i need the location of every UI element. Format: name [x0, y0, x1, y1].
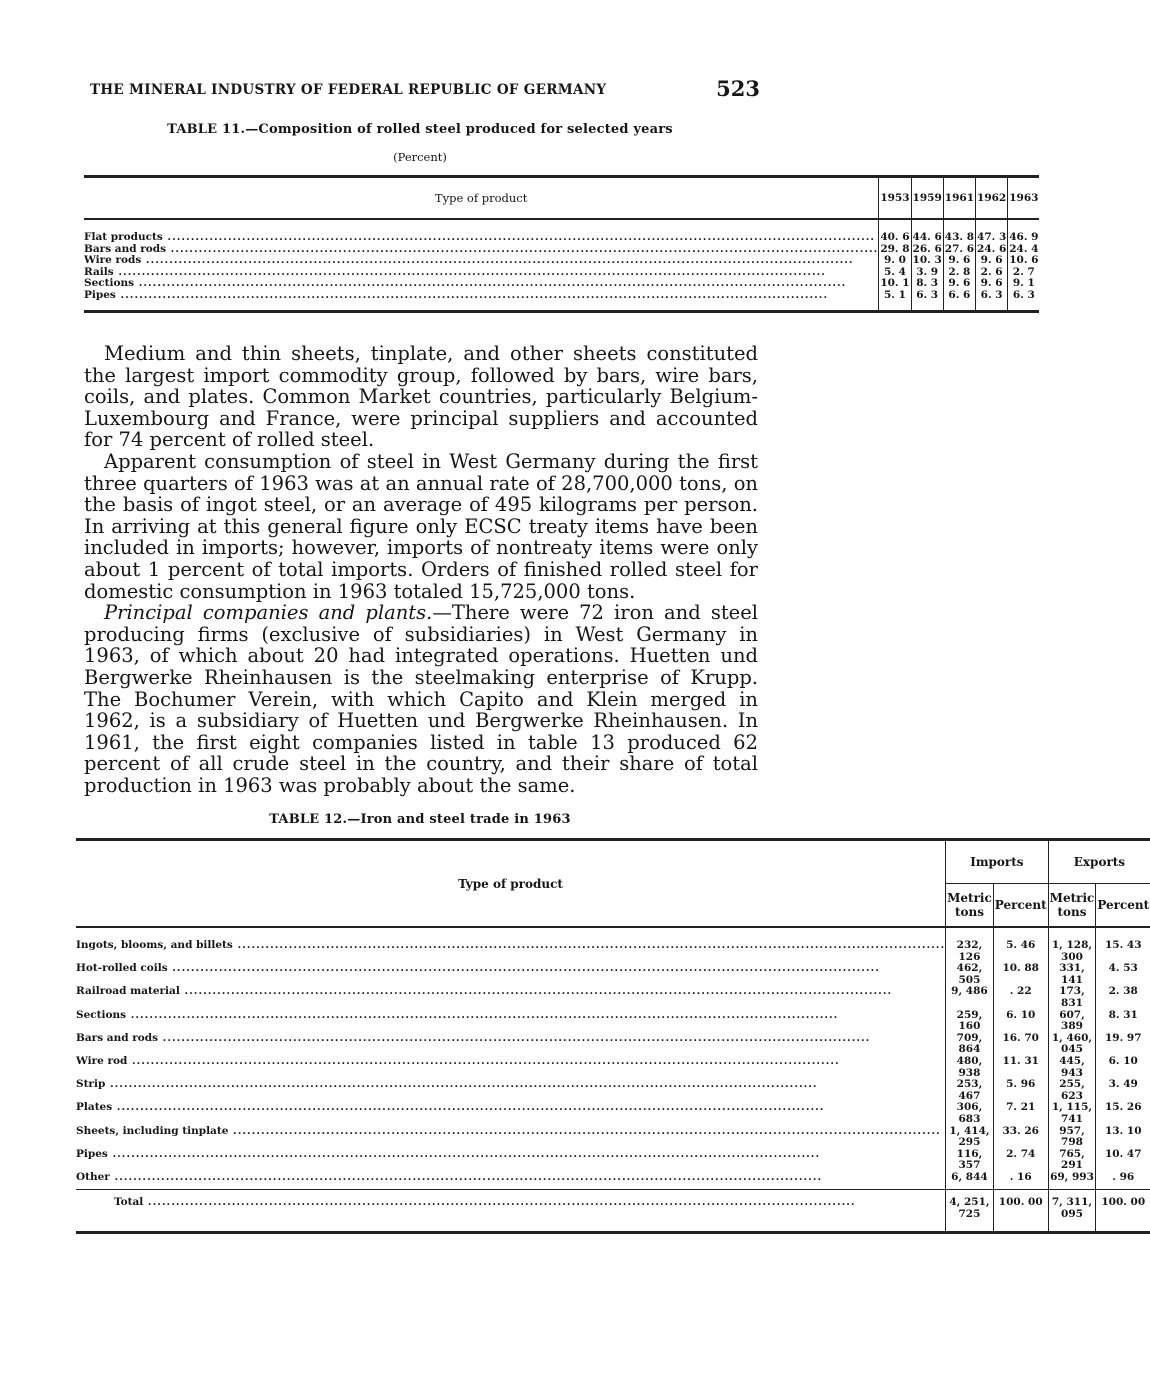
cell: 7. 21: [993, 1102, 1048, 1125]
cell: 709, 864: [946, 1033, 994, 1056]
table-row: [76, 1126, 1150, 1149]
cell: 3. 9: [911, 267, 943, 279]
cell: 480, 938: [946, 1056, 994, 1079]
cell: 259, 160: [946, 1010, 994, 1033]
table12-col-metric-tons: Metric tons: [1048, 884, 1096, 928]
cell: 33. 26: [993, 1126, 1048, 1149]
cell: 4, 251, 725: [946, 1190, 994, 1232]
cell: 29. 8: [880, 242, 910, 255]
table11-year: 1962: [976, 177, 1008, 220]
cell: 10. 1: [880, 277, 910, 290]
cell: 1, 460, 045: [1048, 1033, 1096, 1056]
row-label: Sections .....: [76, 1010, 946, 1033]
table11-year: 1961: [943, 177, 975, 220]
paragraph-1: Medium and thin sheets, tinplate, and other sheets constituted the largest import commodity group, followed by bars, wire bars, coils, and plates. Common Market countries, particularly Belgium-Luxembourg and France, were principal suppliers and accounted for 74 percent of rolled steel.: [84, 342, 758, 452]
paragraph-3-text: —There were 72 iron and steel producing firms (exclusive of subsidiaries) in West Germany in 1963, of which about 20 had integrated operations. Huetten und Bergwerke Rheinhausen is the steelmaking enterprise of Krupp. The Bochumer Verein, with which Capito and Klein merged in 1962, is a subsidiary of Huetten und Bergwerke Rheinhausen. In 1961, the first eight companies listed in table 13 produced 62 percent of all crude steel in the country, and their share of total production in 1963 was probably about the same.: [84, 601, 758, 797]
cell: 445, 943: [1048, 1056, 1096, 1079]
table11-col-type: Type of product: [84, 177, 879, 220]
cell: 6. 6: [943, 290, 975, 311]
cell: 15. 26: [1096, 1102, 1150, 1125]
row-label: Total .....: [76, 1190, 946, 1232]
cell: 6. 10: [993, 1010, 1048, 1033]
row-label: Sections .....: [84, 278, 879, 290]
cell: 10. 3: [912, 254, 942, 267]
table-row: [76, 963, 1150, 986]
table-row: [84, 219, 1039, 244]
cell: 1, 414, 295: [946, 1126, 994, 1149]
cell: 6. 3: [1008, 290, 1040, 311]
cell: 9. 6: [976, 278, 1008, 290]
table-row: [76, 1102, 1150, 1125]
cell: 5. 4: [879, 267, 911, 279]
cell: 2. 8: [943, 267, 975, 279]
cell: 100. 00: [1096, 1190, 1150, 1232]
cell: 9, 486: [946, 986, 994, 1009]
paragraph-3: [84, 602, 758, 796]
row-label: Other .....: [76, 1172, 946, 1190]
cell: 306, 683: [946, 1102, 994, 1125]
cell: 4. 53: [1096, 963, 1150, 986]
row-label: Strip .....: [76, 1079, 946, 1102]
cell: 15. 43: [1096, 927, 1150, 963]
row-label: Bars and rods .....: [76, 1033, 946, 1056]
cell: 44. 6: [911, 219, 943, 244]
cell: 6. 3: [911, 290, 943, 311]
cell: 5. 46: [993, 927, 1048, 963]
table-row: [76, 1172, 1150, 1190]
cell: 26. 6: [912, 242, 942, 255]
cell: 47. 3: [976, 219, 1008, 244]
table-row: [76, 1149, 1150, 1172]
table12-total: [76, 1190, 1150, 1232]
cell: 232, 126: [946, 927, 994, 963]
table-row: [76, 986, 1150, 1009]
cell: 43. 8: [943, 219, 975, 244]
table-row: [84, 290, 1039, 311]
page-header: [88, 76, 768, 106]
table12-title: TABLE 12.—Iron and steel trade in 1963: [269, 812, 571, 827]
row-label: Rails .....: [84, 267, 879, 279]
cell: 253, 467: [946, 1079, 994, 1102]
cell: 607, 389: [1048, 1010, 1096, 1033]
table11-year: 1963: [1008, 177, 1040, 220]
cell: 9. 6: [943, 278, 975, 290]
cell: 173, 831: [1048, 986, 1096, 1009]
cell: 10. 47: [1096, 1149, 1150, 1172]
table12-col-percent: Percent: [993, 884, 1048, 928]
table11-year: 1959: [911, 177, 943, 220]
cell: 5. 1: [879, 290, 911, 311]
cell: 1, 115, 741: [1048, 1102, 1096, 1125]
table12-imports-header: Imports: [946, 840, 1049, 884]
table11-body: [84, 219, 1039, 311]
cell: 9. 0: [879, 255, 911, 267]
row-label: Bars and rods .....: [84, 244, 879, 256]
body-text: [84, 343, 758, 796]
cell: 2. 38: [1096, 986, 1150, 1009]
cell: 2. 6: [976, 267, 1008, 279]
cell: . 96: [1096, 1172, 1150, 1190]
running-title: THE MINERAL INDUSTRY OF FEDERAL REPUBLIC OF GERMANY: [90, 82, 607, 98]
cell: 46. 9: [1008, 219, 1040, 244]
table11-title: TABLE 11.—Composition of rolled steel produced for selected years: [167, 122, 673, 137]
cell: 9. 6: [943, 255, 975, 267]
cell: 1, 128, 300: [1048, 927, 1096, 963]
table11: [84, 175, 1039, 313]
cell: 331, 141: [1048, 963, 1096, 986]
row-label: Wire rod .....: [76, 1056, 946, 1079]
table-row: [76, 1033, 1150, 1056]
cell: 10. 88: [993, 963, 1048, 986]
cell: 8. 3: [911, 278, 943, 290]
row-label: Pipes .....: [84, 290, 879, 311]
cell: . 16: [993, 1172, 1048, 1190]
row-label: Plates .....: [76, 1102, 946, 1125]
cell: 100. 00: [993, 1190, 1048, 1232]
table-row: [76, 1190, 1150, 1232]
table12-col-type: Type of product: [458, 876, 563, 891]
cell: 69, 993: [1048, 1172, 1096, 1190]
cell: 6. 3: [976, 290, 1008, 311]
table-row: [76, 1079, 1150, 1102]
cell: 19. 97: [1096, 1033, 1150, 1056]
row-label: Flat products .....: [84, 219, 879, 244]
cell: 40. 6: [879, 219, 911, 244]
cell: 7, 311, 095: [1048, 1190, 1096, 1232]
table12-col-metric-tons: Metric tons: [946, 884, 994, 928]
cell: 462, 505: [946, 963, 994, 986]
cell: 6, 844: [946, 1172, 994, 1190]
cell: 5. 96: [993, 1079, 1048, 1102]
table11-year: 1953: [879, 177, 911, 220]
row-label: Ingots, blooms, and billets .....: [76, 927, 946, 963]
table11-subtitle: (Percent): [393, 150, 447, 164]
row-label: Hot-rolled coils .....: [76, 963, 946, 986]
cell: 9. 1: [1008, 278, 1040, 290]
cell: . 22: [993, 986, 1048, 1009]
cell: 16. 70: [993, 1033, 1048, 1056]
cell: 116, 357: [946, 1149, 994, 1172]
paragraph-3-heading: Principal companies and plants.: [104, 601, 433, 625]
cell: 255, 623: [1048, 1079, 1096, 1102]
table-row: [76, 1010, 1150, 1033]
row-label: Wire rods .....: [84, 255, 879, 267]
table-row: [76, 1056, 1150, 1079]
cell: 8. 31: [1096, 1010, 1150, 1033]
cell: 24. 6: [977, 242, 1007, 255]
table12-exports-header: Exports: [1048, 840, 1150, 884]
cell: 3. 49: [1096, 1079, 1150, 1102]
cell: 9. 6: [976, 255, 1008, 267]
cell: 11. 31: [993, 1056, 1048, 1079]
table12-col-percent: Percent: [1096, 884, 1150, 928]
page-number: 523: [716, 76, 760, 101]
cell: 13. 10: [1096, 1126, 1150, 1149]
cell: 2. 7: [1008, 267, 1040, 279]
cell: 24. 4: [1009, 242, 1039, 255]
row-label: Railroad material .....: [76, 986, 946, 1009]
cell: 765, 291: [1048, 1149, 1096, 1172]
cell: 6. 10: [1096, 1056, 1150, 1079]
table12-body: [76, 927, 1150, 1190]
cell: 957, 798: [1048, 1126, 1096, 1149]
cell: 10. 6: [1009, 254, 1039, 267]
table12: [76, 838, 1150, 1234]
cell: 27. 6: [944, 242, 975, 255]
paragraph-2: Apparent consumption of steel in West Germany during the first three quarters of 1963 was at an annual rate of 28,700,000 tons, on the basis of ingot steel, or an average of 495 kilograms per person. In arriving at this general figure only ECSC treaty items have been included in imports; however, imports of nontreaty items were only about 1 percent of total imports. Orders of finished rolled steel for domestic consumption in 1963 totaled 15,725,000 tons.: [84, 449, 758, 603]
row-label: Pipes .....: [76, 1149, 946, 1172]
row-label: Sheets, including tinplate .....: [76, 1126, 946, 1149]
cell: 2. 74: [993, 1149, 1048, 1172]
table-row: [76, 927, 1150, 963]
